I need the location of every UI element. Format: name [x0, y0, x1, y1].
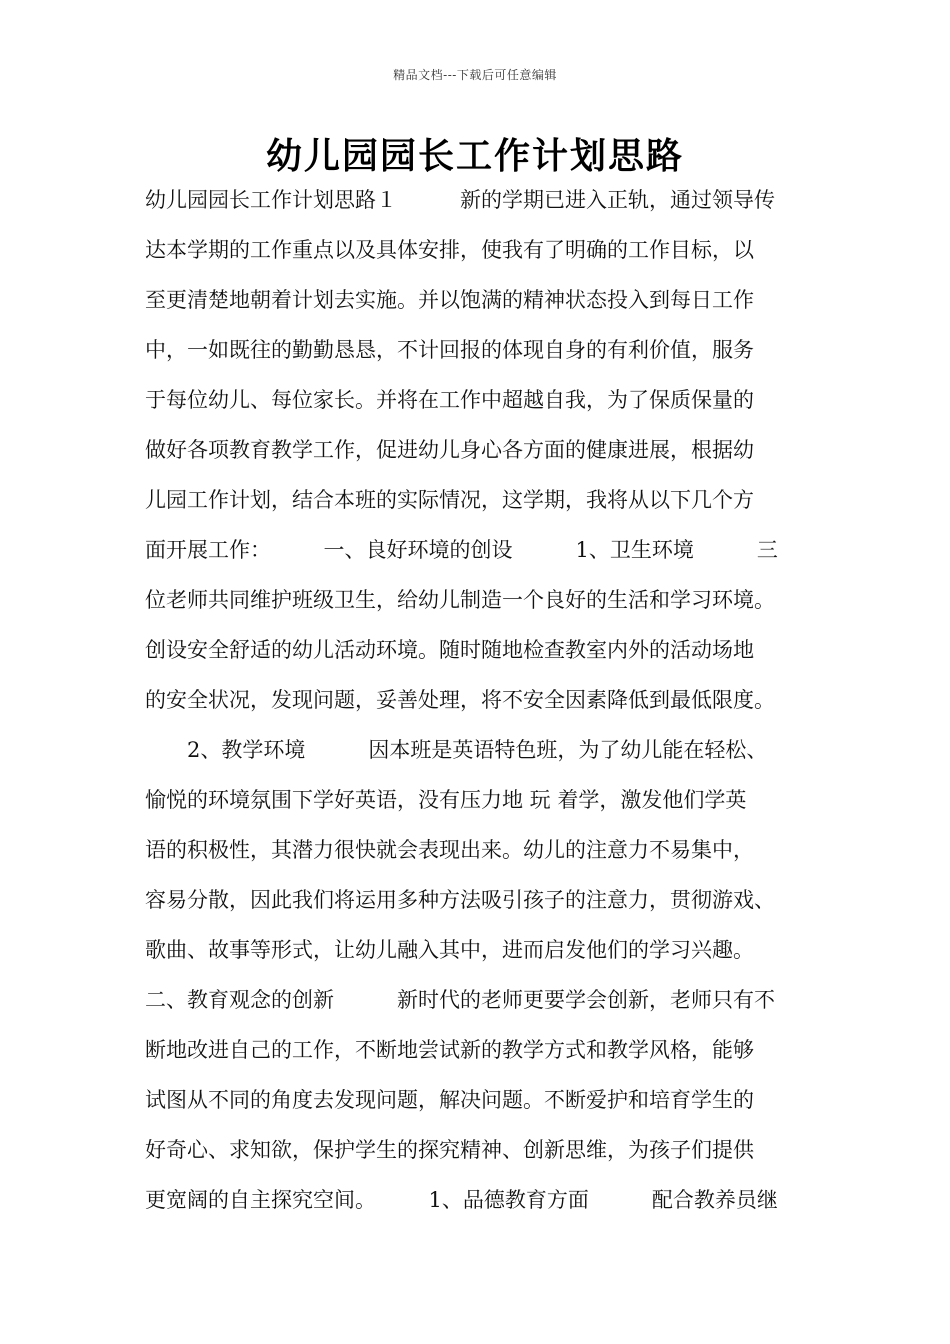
body-line: 达本学期的工作重点以及具体安排，使我有了明确的工作目标，以: [145, 238, 754, 262]
body-line: 容易分散，因此我们将运用多种方法吸引孩子的注意力，贯彻游戏、: [145, 888, 775, 912]
document-body: [145, 182, 835, 1232]
body-line: 更宽阔的自主探究空间。 1、品德教育方面 配合教养员继: [145, 1188, 778, 1212]
body-line: 位老师共同维护班级卫生，给幼儿制造一个良好的生活和学习环境。: [145, 588, 775, 612]
body-line: 儿园工作计划，结合本班的实际情况，这学期，我将从以下几个方: [145, 488, 754, 512]
body-line: 试图从不同的角度去发现问题，解决问题。不断爱护和培育学生的: [145, 1088, 754, 1112]
body-line: 语的积极性，其潜力很快就会表现出来。幼儿的注意力不易集中，: [145, 838, 754, 862]
body-line: 好奇心、求知欲，保护学生的探究精神、创新思维，为孩子们提供: [145, 1138, 754, 1162]
body-line: 二、教育观念的创新 新时代的老师更要学会创新，老师只有不: [145, 988, 775, 1012]
body-line: 做好各项教育教学工作，促进幼儿身心各方面的健康进展，根据幼: [145, 438, 754, 462]
body-line: 创设安全舒适的幼儿活动环境。随时随地检查教室内外的活动场地: [145, 638, 754, 662]
body-line: 的安全状况，发现问题，妥善处理，将不安全因素降低到最低限度。: [145, 688, 775, 712]
header-note: 精品文档---下载后可任意编辑: [393, 68, 557, 82]
body-line: 断地改进自己的工作，不断地尝试新的教学方式和教学风格，能够: [145, 1038, 754, 1062]
body-line: 面开展工作： 一、良好环境的创设 1、卫生环境 三: [145, 538, 778, 562]
body-line: 幼儿园园长工作计划思路１ 新的学期已进入正轨，通过领导传: [145, 188, 775, 212]
body-line: 2、教学环境 因本班是英语特色班，为了幼儿能在轻松、: [145, 738, 768, 762]
body-line: 于每位幼儿、每位家长。并将在工作中超越自我，为了保质保量的: [145, 388, 754, 412]
document-title: 幼儿园园长工作计划思路: [265, 136, 684, 177]
body-line: 至更清楚地朝着计划去实施。并以饱满的精神状态投入到每日工作: [145, 288, 754, 312]
body-line: 愉悦的环境氛围下学好英语，没有压力地 玩 着学，激发他们学英: [145, 788, 747, 812]
body-line: 中，一如既往的勤勤恳恳，不计回报的体现自身的有利价值，服务: [145, 338, 754, 362]
body-line: 歌曲、故事等形式，让幼儿融入其中，进而启发他们的学习兴趣。: [145, 938, 754, 962]
